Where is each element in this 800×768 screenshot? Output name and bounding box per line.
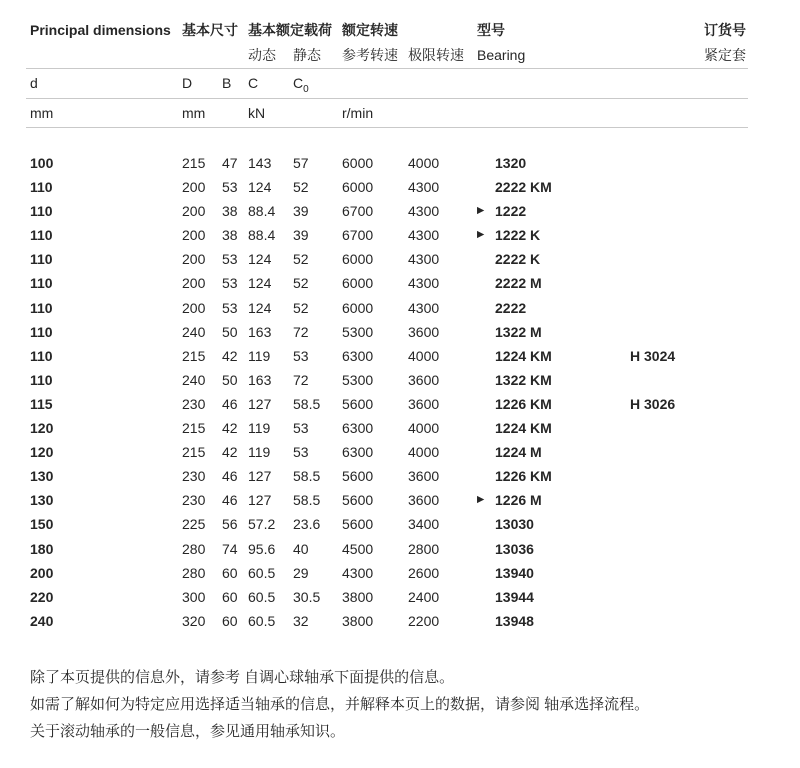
cell-bore-diameter-d: 200 — [30, 564, 54, 581]
cell-limiting-speed: 3600 — [408, 468, 440, 485]
cell-adapter-sleeve — [630, 488, 748, 512]
cell-bore-diameter-d: 220 — [30, 588, 54, 605]
cell-width-B: 38 — [222, 227, 238, 244]
cell-bearing-designation: 1226 M — [495, 492, 542, 509]
cell-adapter-sleeve — [630, 247, 748, 271]
cell-limiting-speed: 2800 — [408, 540, 440, 557]
cell-static-load-C0: 29 — [293, 564, 309, 581]
cell-bore-diameter-d: 240 — [30, 612, 54, 629]
cell-dynamic-load-C: 127 — [248, 492, 272, 509]
cell-static-load-C0: 39 — [293, 227, 309, 244]
cell-outside-diameter-D: 300 — [182, 588, 206, 605]
cell-bore-diameter-d: 110 — [30, 299, 53, 316]
cell-reference-speed: 5600 — [342, 468, 374, 485]
cell-width-B: 60 — [222, 564, 238, 581]
cell-static-load-C0: 58.5 — [293, 395, 321, 412]
cell-dynamic-load-C: 163 — [248, 323, 272, 340]
cell-reference-speed: 6000 — [342, 179, 374, 196]
footer-note-reference: 除了本页提供的信息外，请参考 自调心球轴承下面提供的信息。 — [30, 668, 455, 686]
cell-limiting-speed: 4300 — [408, 275, 440, 292]
cell-width-B: 50 — [222, 371, 238, 388]
table-row — [30, 368, 800, 392]
cell-bearing-designation: 1224 KM — [495, 420, 552, 437]
cell-bore-diameter-d: 110 — [30, 227, 53, 244]
cell-bearing-designation: 2222 M — [495, 275, 542, 292]
cell-width-B: 53 — [222, 179, 238, 196]
cell-outside-diameter-D: 280 — [182, 540, 206, 557]
column-label-C: C — [248, 75, 259, 91]
cell-limiting-speed: 4300 — [408, 299, 440, 316]
row-marker-icon — [477, 537, 495, 561]
cell-limiting-speed: 2400 — [408, 588, 440, 605]
cell-adapter-sleeve — [630, 512, 748, 536]
cell-limiting-speed: 4000 — [408, 420, 440, 437]
cell-static-load-C0: 40 — [293, 540, 309, 557]
cell-width-B: 53 — [222, 275, 238, 292]
cell-reference-speed: 5600 — [342, 395, 374, 412]
bearing-table — [30, 18, 800, 633]
cell-width-B: 46 — [222, 468, 238, 485]
cell-width-B: 38 — [222, 203, 238, 220]
cell-static-load-C0: 52 — [293, 299, 309, 316]
cell-dynamic-load-C: 124 — [248, 251, 272, 268]
cell-reference-speed: 4500 — [342, 540, 374, 557]
cell-bore-diameter-d: 120 — [30, 420, 54, 437]
cell-bore-diameter-d: 110 — [30, 251, 53, 268]
cell-static-load-C0: 57 — [293, 155, 309, 171]
cell-limiting-speed: 2200 — [408, 612, 440, 629]
cell-width-B: 74 — [222, 540, 238, 557]
row-marker-icon — [477, 392, 495, 416]
cell-bearing-designation: 1222 K — [495, 227, 541, 244]
cell-outside-diameter-D: 200 — [182, 227, 206, 244]
cell-static-load-C0: 58.5 — [293, 468, 321, 485]
cell-outside-diameter-D: 215 — [182, 420, 206, 437]
cell-bore-diameter-d: 110 — [30, 203, 53, 220]
cell-outside-diameter-D: 230 — [182, 492, 206, 509]
header-divider-3 — [26, 127, 748, 128]
footer-notes — [30, 664, 800, 745]
row-marker-icon — [477, 151, 495, 175]
cell-adapter-sleeve — [630, 585, 748, 609]
cell-bore-diameter-d: 150 — [30, 516, 54, 533]
column-label-D: D — [182, 75, 193, 91]
table-row — [30, 537, 800, 561]
cell-outside-diameter-D: 320 — [182, 612, 206, 629]
cell-dynamic-load-C: 95.6 — [248, 540, 276, 557]
cell-limiting-speed: 3600 — [408, 371, 440, 388]
table-units-row — [30, 99, 800, 128]
header-designation: 型号 — [477, 22, 505, 38]
cell-adapter-sleeve — [630, 175, 748, 199]
cell-reference-speed: 6000 — [342, 251, 374, 268]
cell-bore-diameter-d: 110 — [30, 323, 53, 340]
cell-dynamic-load-C: 163 — [248, 371, 272, 388]
cell-adapter-sleeve: H 3026 — [630, 395, 676, 412]
cell-dynamic-load-C: 60.5 — [248, 612, 276, 629]
cell-static-load-C0: 52 — [293, 251, 309, 268]
cell-static-load-C0: 53 — [293, 420, 309, 437]
row-marker-icon — [477, 247, 495, 271]
row-marker-icon — [477, 175, 495, 199]
cell-width-B: 53 — [222, 251, 238, 268]
cell-width-B: 42 — [222, 444, 238, 461]
row-marker-icon — [477, 561, 495, 585]
cell-width-B: 56 — [222, 516, 238, 533]
table-row — [30, 199, 800, 223]
table-row — [30, 223, 800, 247]
cell-bearing-designation: 2222 K — [495, 251, 541, 268]
cell-bearing-designation: 1320 — [495, 155, 527, 171]
header-basic-load-ratings: 基本额定载荷 — [248, 22, 332, 38]
table-row — [30, 416, 800, 440]
cell-static-load-C0: 23.6 — [293, 516, 321, 533]
header-rated-speeds: 额定转速 — [342, 22, 398, 38]
column-label-C0-subscript: 0 — [303, 83, 309, 95]
table-row — [30, 344, 800, 368]
row-marker-icon — [477, 464, 495, 488]
column-label-d: d — [30, 75, 38, 91]
header-bearing: Bearing — [477, 47, 526, 63]
row-marker-icon — [477, 416, 495, 440]
cell-dynamic-load-C: 60.5 — [248, 564, 276, 581]
cell-adapter-sleeve — [630, 440, 748, 464]
table-symbol-row — [30, 69, 800, 98]
cell-limiting-speed: 3400 — [408, 516, 440, 533]
cell-bearing-designation: 1226 KM — [495, 468, 552, 485]
column-label-C0-base: C — [293, 75, 304, 91]
cell-adapter-sleeve — [630, 223, 748, 247]
table-row — [30, 296, 800, 320]
row-marker-icon — [477, 296, 495, 320]
footer-note-general: 关于滚动轴承的一般信息，参见通用轴承知识。 — [30, 722, 346, 740]
cell-reference-speed: 3800 — [342, 588, 374, 605]
cell-adapter-sleeve — [630, 151, 748, 175]
row-marker-icon — [477, 271, 495, 295]
cell-dynamic-load-C: 127 — [248, 395, 272, 412]
cell-static-load-C0: 30.5 — [293, 588, 321, 605]
cell-static-load-C0: 53 — [293, 347, 309, 364]
table-row — [30, 561, 800, 585]
header-adapter-sleeve: 紧定套 — [704, 47, 746, 63]
cell-limiting-speed: 3600 — [408, 323, 440, 340]
table-row — [30, 151, 800, 175]
cell-dynamic-load-C: 143 — [248, 155, 272, 171]
cell-adapter-sleeve: H 3024 — [630, 347, 676, 364]
cell-bore-diameter-d: 120 — [30, 444, 54, 461]
cell-bore-diameter-d: 130 — [30, 468, 54, 485]
header-static: 静态 — [293, 47, 321, 63]
cell-dynamic-load-C: 88.4 — [248, 227, 276, 244]
cell-adapter-sleeve — [630, 464, 748, 488]
cell-outside-diameter-D: 200 — [182, 179, 206, 196]
cell-dynamic-load-C: 124 — [248, 299, 272, 316]
cell-reference-speed: 4300 — [342, 564, 374, 581]
cell-outside-diameter-D: 240 — [182, 371, 206, 388]
cell-bearing-designation: 13944 — [495, 588, 534, 605]
unit-speed-rmin: r/min — [342, 104, 374, 121]
cell-static-load-C0: 32 — [293, 612, 309, 629]
cell-static-load-C0: 53 — [293, 444, 309, 461]
row-marker-icon — [477, 609, 495, 633]
cell-reference-speed: 6300 — [342, 420, 374, 437]
unit-d-mm: mm — [30, 104, 54, 121]
table-row — [30, 320, 800, 344]
cell-limiting-speed: 4000 — [408, 347, 440, 364]
cell-outside-diameter-D: 225 — [182, 516, 206, 533]
cell-reference-speed: 3800 — [342, 612, 374, 629]
cell-reference-speed: 5300 — [342, 371, 374, 388]
header-reference-speed: 参考转速 — [342, 47, 398, 63]
cell-width-B: 60 — [222, 588, 238, 605]
cell-reference-speed: 5300 — [342, 323, 374, 340]
cell-limiting-speed: 4000 — [408, 444, 440, 461]
cell-adapter-sleeve — [630, 199, 748, 223]
cell-outside-diameter-D: 215 — [182, 444, 206, 461]
table-row — [30, 512, 800, 536]
cell-dynamic-load-C: 127 — [248, 468, 272, 485]
cell-limiting-speed: 4300 — [408, 251, 440, 268]
cell-bore-diameter-d: 110 — [30, 347, 53, 364]
cell-limiting-speed: 4300 — [408, 227, 440, 244]
cell-adapter-sleeve — [630, 561, 748, 585]
cell-adapter-sleeve — [630, 271, 748, 295]
cell-limiting-speed: 4300 — [408, 179, 440, 196]
cell-static-load-C0: 39 — [293, 203, 309, 220]
cell-static-load-C0: 58.5 — [293, 492, 321, 509]
cell-dynamic-load-C: 119 — [248, 420, 271, 437]
cell-reference-speed: 6700 — [342, 227, 374, 244]
cell-static-load-C0: 72 — [293, 323, 309, 340]
cell-adapter-sleeve — [630, 296, 748, 320]
cell-bore-diameter-d: 115 — [30, 395, 53, 412]
cell-reference-speed: 5600 — [342, 492, 374, 509]
cell-limiting-speed: 3600 — [408, 395, 440, 412]
cell-adapter-sleeve — [630, 537, 748, 561]
cell-outside-diameter-D: 200 — [182, 299, 206, 316]
table-row — [30, 440, 800, 464]
cell-static-load-C0: 52 — [293, 179, 309, 196]
table-row — [30, 271, 800, 295]
cell-width-B: 42 — [222, 347, 238, 364]
cell-bore-diameter-d: 180 — [30, 540, 54, 557]
cell-bore-diameter-d: 110 — [30, 371, 53, 388]
column-label-B: B — [222, 75, 232, 91]
cell-outside-diameter-D: 230 — [182, 468, 206, 485]
cell-width-B: 60 — [222, 612, 238, 629]
cell-adapter-sleeve — [630, 416, 748, 440]
cell-dynamic-load-C: 124 — [248, 179, 272, 196]
cell-dynamic-load-C: 119 — [248, 347, 271, 364]
cell-dynamic-load-C: 57.2 — [248, 516, 276, 533]
unit-D-mm: mm — [182, 104, 206, 121]
row-marker-icon — [477, 585, 495, 609]
cell-bearing-designation: 1222 — [495, 203, 527, 220]
row-marker-icon: ▶ — [477, 229, 485, 241]
header-limiting-speed: 极限转速 — [408, 47, 464, 63]
cell-bearing-designation: 1224 KM — [495, 347, 552, 364]
header-spacer — [30, 43, 248, 68]
table-row — [30, 247, 800, 271]
cell-bearing-designation: 13030 — [495, 516, 534, 533]
cell-reference-speed: 6300 — [342, 347, 374, 364]
table-row — [30, 175, 800, 199]
table-row — [30, 488, 800, 512]
cell-bore-diameter-d: 100 — [30, 155, 54, 171]
cell-reference-speed: 6300 — [342, 444, 374, 461]
cell-outside-diameter-D: 230 — [182, 395, 206, 412]
row-marker-icon — [477, 320, 495, 344]
cell-outside-diameter-D: 215 — [182, 155, 206, 171]
header-order-number: 订货号 — [704, 22, 746, 38]
cell-adapter-sleeve — [630, 609, 748, 633]
cell-bearing-designation: 1224 M — [495, 444, 542, 461]
row-marker-icon — [477, 512, 495, 536]
table-body — [30, 151, 800, 633]
cell-reference-speed: 6000 — [342, 275, 374, 292]
cell-bore-diameter-d: 110 — [30, 179, 53, 196]
cell-bearing-designation: 2222 KM — [495, 179, 552, 196]
cell-limiting-speed: 4300 — [408, 203, 440, 220]
footer-note-selection: 如需了解如何为特定应用选择适当轴承的信息，并解释本页上的数据，请参阅 轴承选择流程。 — [30, 695, 650, 713]
cell-bore-diameter-d: 130 — [30, 492, 54, 509]
cell-dynamic-load-C: 124 — [248, 275, 272, 292]
cell-bearing-designation: 13948 — [495, 612, 534, 629]
cell-bearing-designation: 1226 KM — [495, 395, 552, 412]
table-row — [30, 464, 800, 488]
header-dynamic: 动态 — [248, 47, 276, 63]
unit-load-kn: kN — [248, 104, 266, 121]
cell-dynamic-load-C: 119 — [248, 444, 271, 461]
cell-bore-diameter-d: 110 — [30, 275, 53, 292]
table-row — [30, 609, 800, 633]
cell-width-B: 50 — [222, 323, 238, 340]
cell-dynamic-load-C: 60.5 — [248, 588, 276, 605]
cell-reference-speed: 5600 — [342, 516, 374, 533]
header-principal-dimensions: Principal dimensions — [30, 22, 171, 38]
column-label-C0 — [293, 69, 342, 98]
cell-width-B: 42 — [222, 420, 238, 437]
cell-static-load-C0: 52 — [293, 275, 309, 292]
row-marker-icon — [477, 344, 495, 368]
cell-adapter-sleeve — [630, 320, 748, 344]
cell-reference-speed: 6000 — [342, 299, 374, 316]
row-marker-icon — [477, 368, 495, 392]
cell-outside-diameter-D: 215 — [182, 347, 206, 364]
cell-static-load-C0: 72 — [293, 371, 309, 388]
cell-outside-diameter-D: 200 — [182, 203, 206, 220]
cell-outside-diameter-D: 200 — [182, 251, 206, 268]
cell-limiting-speed: 2600 — [408, 564, 440, 581]
table-row — [30, 392, 800, 416]
cell-bearing-designation: 1322 KM — [495, 371, 552, 388]
row-marker-icon: ▶ — [477, 494, 485, 506]
row-marker-icon — [477, 440, 495, 464]
cell-limiting-speed: 4000 — [408, 155, 440, 171]
cell-outside-diameter-D: 200 — [182, 275, 206, 292]
cell-bearing-designation: 13036 — [495, 540, 534, 557]
table-header-subs — [30, 43, 800, 68]
cell-reference-speed: 6000 — [342, 155, 374, 171]
cell-outside-diameter-D: 280 — [182, 564, 206, 581]
cell-width-B: 46 — [222, 492, 238, 509]
cell-dynamic-load-C: 88.4 — [248, 203, 276, 220]
cell-width-B: 46 — [222, 395, 238, 412]
cell-reference-speed: 6700 — [342, 203, 374, 220]
row-marker-icon: ▶ — [477, 205, 485, 217]
cell-outside-diameter-D: 240 — [182, 323, 206, 340]
cell-bearing-designation: 13940 — [495, 564, 534, 581]
header-basic-dimensions-zh: 基本尺寸 — [182, 22, 238, 38]
table-header-groups — [30, 18, 800, 43]
table-row — [30, 585, 800, 609]
cell-bearing-designation: 2222 — [495, 299, 527, 316]
cell-width-B: 53 — [222, 299, 238, 316]
cell-adapter-sleeve — [630, 368, 748, 392]
cell-limiting-speed: 3600 — [408, 492, 440, 509]
cell-bearing-designation: 1322 M — [495, 323, 542, 340]
cell-width-B: 47 — [222, 155, 238, 171]
